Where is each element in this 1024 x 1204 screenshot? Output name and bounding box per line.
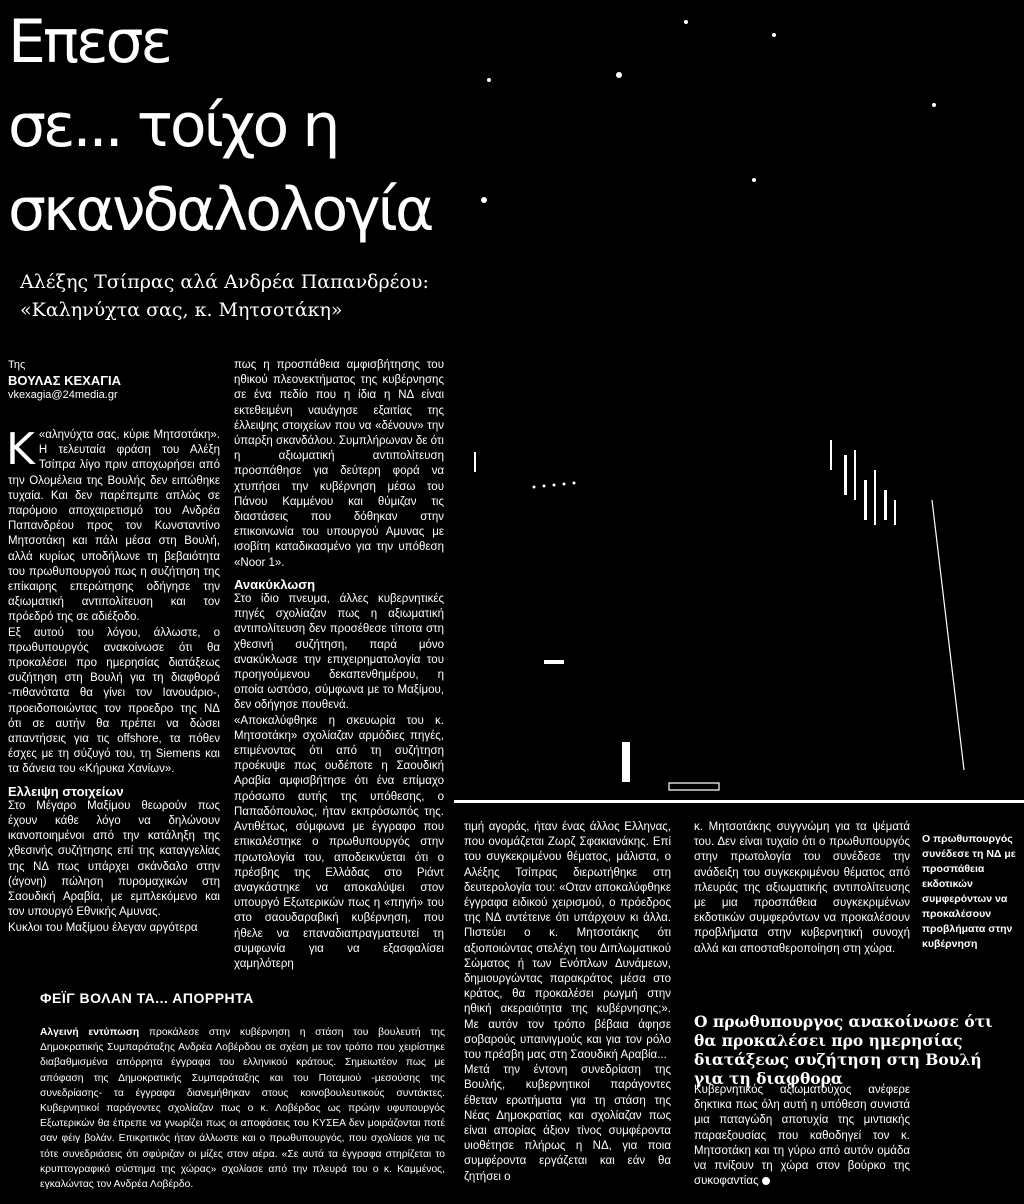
headline-line-2: σε... τοίχο η [8, 91, 338, 161]
headline-line-1: Επεσε [8, 7, 170, 77]
byline [8, 358, 218, 403]
paragraph: «Αποκαλύφθηκε η σκευωρία του κ. Μητσοτάκη» σχολίαζαν αρμόδιες πηγές, επιμένοντας ότι από τη συζήτηση προέκυψε πως ουδέποτε η Σαουδική Αραβία αμφισβήτησε ότι ένα επίμαχο πρόσωπο αυτής της υπόθεσης, ο Παπαδόπουλος, ήταν εκπρόσωπός της. Αντιθέτως, σύμφωνα με έγγραφο που επικαλέστηκε ο πρωθυπουργός στην πρωτολογία του, αποδεικνύεται ότι ο πρέσβης της Ελλάδας στο Ριάντ αναγκάστηκε να αποκαλύψει στον υπουργό Εξωτερικών πως η «πηγή» του στο σαουδαραβική κυβέρνηση, που ήθελε να επαναδιαπραγματευτεί τη συμφωνία για να εξασφαλίσει χαμηλότερη [234, 714, 444, 970]
paragraph: τιμή αγοράς, ήταν ένας άλλος Ελληνας, που ονομάζεται Ζωρζ Σφακιανάκης. Επί του συγκεκριμένου θέματος, μάλιστα, ο Αλέξης Τσίπρας διερωτήθηκε στη δευτερολογία του: «Οταν αποκαλύφθηκε έγγραφα ειδικού χειρισμού, ο πρόεδρος της ΝΔ αντέτεινε ότι υπάρχουν κι άλλα. Πιστεύει ο κ. Μητσοτάκης ότι αξιοποιώντας στελέχη του Διπλωματικού Σώματος ή των Ενόπλων Δυνάμεων, δημιουργώντας παρακράτος μέσα στο κράτος, θα προκαλέσει ρωγμή στην ηθική ακεραιότητα της κυβέρνησης;». Με αυτόν τον τρόπο βέβαια άφησε σοβαρούς υπαινιγμούς και για τον ρόλο του πρέσβη μας στη Σαουδική Αραβία... [464, 821, 671, 1062]
paragraph: Στο ίδιο πνευμα, άλλες κυβερνητικές πηγές σχολίαζαν πως η αξιωματική αντιπολίτευση δεν προσέθεσε τίποτα στη χθεσινή συζήτηση, παρά μόνο ανακύκλωσε την επιχειρηματολογία του προηγούμενου δεκαπενθημέρου, η οποία ωστόσο, σύμφωνα με το Μαξίμου, δεν οδήγησε πουθενά. [234, 593, 444, 712]
article-column-3 [464, 820, 671, 1185]
parliament-photo [454, 0, 1024, 808]
subtitle [20, 268, 440, 324]
paragraph: Κυκλοι του Μαξίμου έλεγαν αργότερα [8, 921, 198, 934]
byline-author: ΒΟΥΛΑΣ ΚΕΧΑΓΙΑ [8, 373, 122, 388]
drop-cap: Κ [6, 424, 35, 475]
paragraph: Εξ αυτού του λόγου, άλλωστε, ο πρωθυπουργός ανακοίνωσε ότι θα προκαλέσει προ ημερησίας διατάξεως συζήτηση στη Βουλή για τη διαφθορά -πιθανότατα θα γίνει τον Ιανουάριο-, προειδοποιώντας τον προεδρο της ΝΔ ότι σε αυτήν θα πρέπει να δώσει απαντήσεις για τις offshore, τα πόθεν έσχες με τη σύζυγό του, τη Siemens και τα δάνεια του «Κήρυκα Χανίων». [8, 626, 220, 776]
subheading: Ελλειψη στοιχείων [8, 783, 124, 799]
paragraph: κ. Μητσοτάκης συγγνώμη για τα ψέματά του. Δεν είναι τυχαίο ότι ο πρωθυπουργός στην πρωτολογία του συνέδεσε την ανάδειξη του συγκεκριμένου θέματος από πλευράς της αξιωματικής αντιπολίτευσης με μια προσπάθεια συγκεκριμένων εκδοτικών συμφερόντων να προκαλέσουν προβλήματα στην κυβερνητική συνοχή αλλά και αποσταθεροποίηση στη χώρα. [694, 821, 910, 955]
headline [8, 0, 448, 252]
subheading: Ανακύκλωση [234, 576, 316, 592]
article-column-2 [234, 358, 444, 972]
paragraph: πως η προσπάθεια αμφισβήτησης του ηθικού πλεονεκτήματος της κυβέρνησης σε ένα πεδίο που η ίδια η ΝΔ είναι εκτεθειμένη ναυάγησε εξαιτίας της έλλειψης στοιχείων που να «δένουν» την ύπαρξη σκανδάλου. Συμπλήρωναν δε ότι η αξιωματική αντιπολίτευση προσπάθησε για δεύτερη φορά να χτυπήσει την κυβέρνηση μέσω του Πάνου Καμμένου και θύμιζαν τις διαστάσεις που δόθηκαν στην επικοινωνία του υπουργού Αμυνας με ισοβίτη καταδικασμένο για την υπόθεση «Noor 1». [234, 359, 444, 569]
article-column-1 [6, 424, 220, 936]
headline-line-3: σκανδαλολογία [8, 175, 432, 245]
end-bullet-icon [762, 1177, 770, 1185]
subtitle-line-2: «Καληνύχτα σας, κ. Μητσοτάκη» [20, 299, 343, 321]
paragraph: Κυβερνητικός αξιωματούχος ανέφερε δηκτικα πως όλη αυτή η υπόθεση συνιστά μια παταγώδη αποτυχία της μιντιακής παραεξουσίας που καθοδηγεί τον κ. Μητσοτάκη και τη γύρω από αυτόν ομάδα να πνίξουν τη χώρα στον βούρκο της συκοφαντίας [694, 1084, 910, 1188]
sidebar-note: Ο πρωθυπουργός συνέδεσε τη ΝΔ με προσπάθεια εκδοτικών συμφερόντων να προκαλέσουν προβλήματα στην κυβέρνηση [922, 833, 1016, 950]
paragraph: « Κ αληνύχτα σας, κύριε Μητσοτάκη». Η τελευταία φράση του Αλέξη Τσίπρα λίγο πριν αποχωρήσει από την Ολομέλεια της Βουλής δεν ειπώθηκε τυχαία. Και δεν παρέπεμπε απλώς σε παρόμοιο αποχαιρετισμό του Ανδρέα Παπανδρέου προς τον Κωνσταντίνο Μητσοτάκη και πάλι μέσα στη Βουλή, αλλά κυρίως υποδήλωνε τη βεβαιότητα του πρωθυπουργού πως η συζήτηση της επίκαιρης επερώτησης οδήγησε την αξιωματική αντιπολίτευση και τον πρόεδρό της σε αδιέξοδο. [6, 424, 220, 624]
subtitle-line-1: Αλέξης Τσίπρας αλά Ανδρέα Παπανδρέου: [20, 271, 429, 293]
article-column-4 [694, 820, 910, 957]
box-text [40, 1025, 445, 1192]
paragraph: Στο Μέγαρο Μαξίμου θεωρούν πως έχουν κάθε λόγο να δηλώνουν ικανοποιημένοι από την κατάληξη της χθεσινής συζήτησης επί της καταγγελίας της ΝΔ πως υπάρχει σκάνδαλο στην (άγονη) πώληση πυρομαχικών στη Σαουδική Αραβία, με εμπλεκόμενο και τον υπουργό Εθνικής Αμυνας. [8, 799, 220, 919]
box-title: ΦΕΪΓ ΒΟΛΑΝ ΤΑ... ΑΠΟΡΡΗΤΑ [40, 990, 254, 1006]
box-lead: Αλγεινή εντύπωση [40, 1027, 140, 1038]
article-column-5 [694, 1083, 910, 1189]
byline-prefix: Της [8, 359, 26, 371]
paragraph: Μετά την έντονη συνεδρίαση της Βουλής, κυβερνητικοί παράγοντες έθεταν ερωτήματα για τη στάση της Νέας Δημοκρατίας και σχολίαζαν πως είναι απορίας άξιον τίνος συμφέροντα υιοθέτησε πλήρως η ΝΔ, για ποια συμφέροντα εργάζεται και εάν θα ζητήσει ο [464, 1064, 671, 1183]
byline-email[interactable]: vkexagia@24media.gr [8, 389, 118, 401]
box-body: προκάλεσε στην κυβέρνηση η στάση του βουλευτή της Δημοκρατικής Συμπαράταξης Ανδρέα Λοβέρδου σε σχέση με τον τρόπο που χειρίστηκε διαβαθμισμένα απόρρητα έγγραφα του ελληνικού κράτους. Σημειωτέον πως με απόφαση της Δημοκρατικής Συμπαράταξης και του Ποταμιού -μεσούσης της συνεδρίασης- τα έγγραφα διανεμήθηκαν στους κοινοβουλευτικούς συντάκτες. Κυβερνητικοί παράγοντες σχολίαζαν πως ο κ. Λοβέρδος ως πρώην υφυπουργός Εξωτερικών θα έπρεπε να γνωρίζει πως οι αποφάσεις του ΚΥΣΕΑ δεν μοιράζονται ποτέ σαν φέιγ βολάν. Επικριτικός ήταν άλλωστε και ο πρωθυπουργός, που σχολίασε για τις τότε συνεδριάσεις ότι σφύριζαν οι μίζες στον αέρα. «Σε αυτά τα έγγραφα στηρίζεται το κρυπτογραφικό σύστημα της χώρας» σχολίασε από την πλευρά του ο κ. Καμμένος, εγκαλώντας τον Ανδρέα Λοβέρδο. [40, 1027, 445, 1191]
pullquote: Ο πρωθυπουργος ανακοίνωσε ότι θα προκαλέσει προ ημερησίας διατάξεως συζήτηση στη Βουλή για τη διαφθορα [694, 1012, 993, 1088]
